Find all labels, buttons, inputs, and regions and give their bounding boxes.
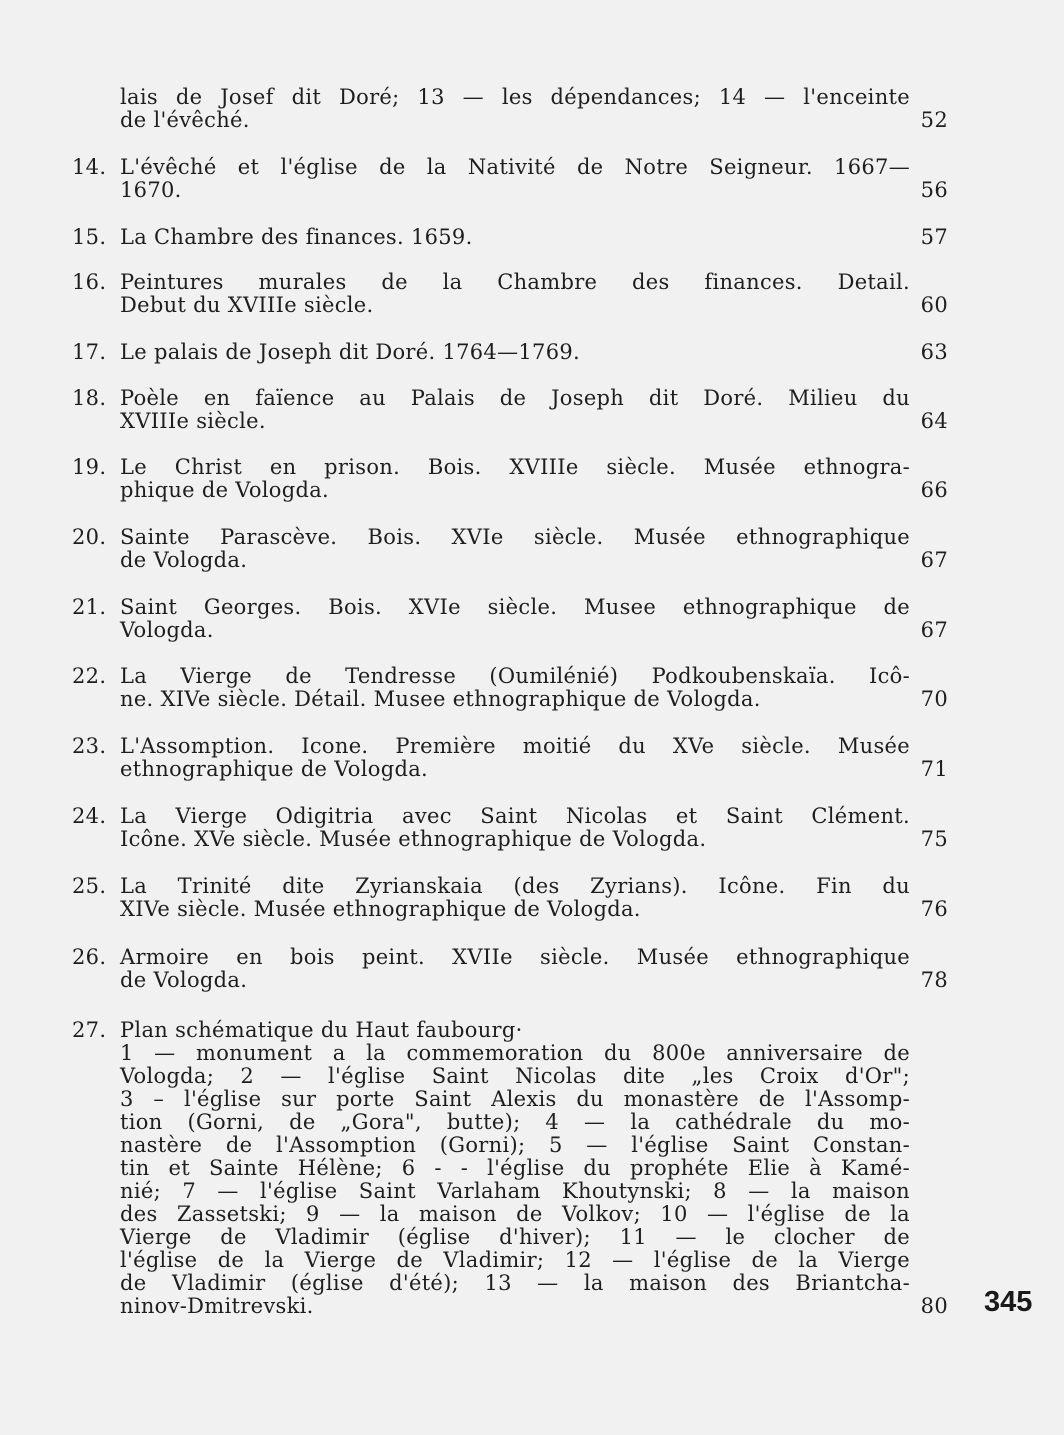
entry-text-line: ninov-Dmitrevski. — [120, 1294, 314, 1318]
page-reference: 60 — [920, 293, 948, 317]
page-reference: 52 — [920, 108, 948, 132]
entry-number: 27. — [72, 1018, 107, 1042]
page-reference: 63 — [920, 340, 948, 364]
entry-text-line: de Vladimir (église d'été); 13 — la maison des Briantcha- — [120, 1271, 910, 1295]
entry-text-line: Icône. XVe siècle. Musée ethnographique de Vologda. — [120, 827, 707, 851]
entry-text-line: lais de Josef dit Doré; 13 — les dépendances; 14 — l'enceinte — [120, 85, 910, 109]
page-reference: 57 — [920, 225, 948, 249]
entry-text-line: L'évêché et l'église de la Nativité de Notre Seigneur. 1667— — [120, 155, 910, 179]
entry-text-line: de Vologda. — [120, 968, 248, 992]
entry-text-line: Plan schématique du Haut faubourg· — [120, 1018, 523, 1042]
entry-text-line: La Chambre des finances. 1659. — [120, 225, 473, 249]
entry-text-line: Vierge de Vladimir (église d'hiver); 11 — le clocher de — [120, 1225, 910, 1249]
entry-text-line: 1 — monument a la commemoration du 800e anniversaire de — [120, 1041, 910, 1065]
entry-text-line: Le Christ en prison. Bois. XVIIIe siècle. Musée ethnogra- — [120, 455, 910, 479]
entry-text-line: Armoire en bois peint. XVIIe siècle. Musée ethnographique — [120, 945, 910, 969]
entry-number: 21. — [72, 595, 107, 619]
page-reference: 56 — [920, 178, 948, 202]
entry-text-line: des Zassetski; 9 — la maison de Volkov; 10 — l'église de la — [120, 1202, 910, 1226]
entry-text-line: Peintures murales de la Chambre des finances. Detail. — [120, 270, 910, 294]
entry-text-line: La Vierge Odigitria avec Saint Nicolas et Saint Clément. — [120, 804, 910, 828]
entry-text-line: l'église de la Vierge de Vladimir; 12 — l'église de la Vierge — [120, 1248, 910, 1272]
entry-number: 20. — [72, 525, 107, 549]
entry-number: 24. — [72, 804, 107, 828]
entry-text-line: XIVe siècle. Musée ethnographique de Vologda. — [120, 897, 641, 921]
entry-number: 19. — [72, 455, 107, 479]
entry-number: 17. — [72, 340, 107, 364]
page-reference: 78 — [920, 968, 948, 992]
page-reference: 64 — [920, 409, 948, 433]
entry-text-line: Vologda. — [120, 618, 214, 642]
page-reference: 66 — [920, 478, 948, 502]
entry-text-line: Vologda; 2 — l'église Saint Nicolas dite „les Croix d'Or"; — [120, 1064, 910, 1088]
entry-text-line: ethnographique de Vologda. — [120, 757, 428, 781]
page-reference: 76 — [920, 897, 948, 921]
entry-text-line: nié; 7 — l'église Saint Varlaham Khoutynski; 8 — la maison — [120, 1179, 910, 1203]
page-reference: 80 — [920, 1294, 948, 1318]
entry-text-line: Le palais de Joseph dit Doré. 1764—1769. — [120, 340, 581, 364]
entry-text-line: 3 – l'église sur porte Saint Alexis du monastère de l'Assomp- — [120, 1087, 910, 1111]
entry-number: 14. — [72, 155, 107, 179]
entry-text-line: ne. XIVe siècle. Détail. Musee ethnographique de Vologda. — [120, 687, 761, 711]
entry-text-line: La Trinité dite Zyrianskaia (des Zyrians). Icône. Fin du — [120, 874, 910, 898]
entry-text-line: La Vierge de Tendresse (Oumilénié) Podkoubenskaïa. Icô- — [120, 664, 910, 688]
entry-text-line: nastère de l'Assomption (Gorni); 5 — l'église Saint Constan- — [120, 1133, 910, 1157]
page-reference: 67 — [920, 548, 948, 572]
page-reference: 70 — [920, 687, 948, 711]
entry-text-line: Debut du XVIIIe siècle. — [120, 293, 374, 317]
page-reference: 71 — [920, 757, 948, 781]
entry-text-line: Sainte Parascève. Bois. XVIe siècle. Musée ethnographique — [120, 525, 910, 549]
entry-text-line: de l'évêché. — [120, 108, 250, 132]
entry-number: 15. — [72, 225, 107, 249]
entry-number: 26. — [72, 945, 107, 969]
entry-number: 16. — [72, 270, 107, 294]
page-reference: 75 — [920, 827, 948, 851]
entry-text-line: de Vologda. — [120, 548, 248, 572]
entry-text-line: L'Assomption. Icone. Première moitié du XVe siècle. Musée — [120, 734, 910, 758]
entry-text-line: phique de Vologda. — [120, 478, 330, 502]
page-number: 345 — [984, 1286, 1033, 1318]
page-reference: 67 — [920, 618, 948, 642]
entry-text-line: tin et Sainte Hélène; 6 - - l'église du prophéte Elie à Kamé- — [120, 1156, 910, 1180]
entry-text-line: tion (Gorni, de „Gora", butte); 4 — la cathédrale du mo- — [120, 1110, 910, 1134]
entry-text-line: Poèle en faïence au Palais de Joseph dit Doré. Milieu du — [120, 386, 910, 410]
entry-number: 22. — [72, 664, 107, 688]
entry-number: 25. — [72, 874, 107, 898]
entry-text-line: Saint Georges. Bois. XVIe siècle. Musee ethnographique de — [120, 595, 910, 619]
entry-number: 18. — [72, 386, 107, 410]
entry-text-line: XVIIIe siècle. — [120, 409, 266, 433]
entry-text-line: 1670. — [120, 178, 182, 202]
entry-number: 23. — [72, 734, 107, 758]
